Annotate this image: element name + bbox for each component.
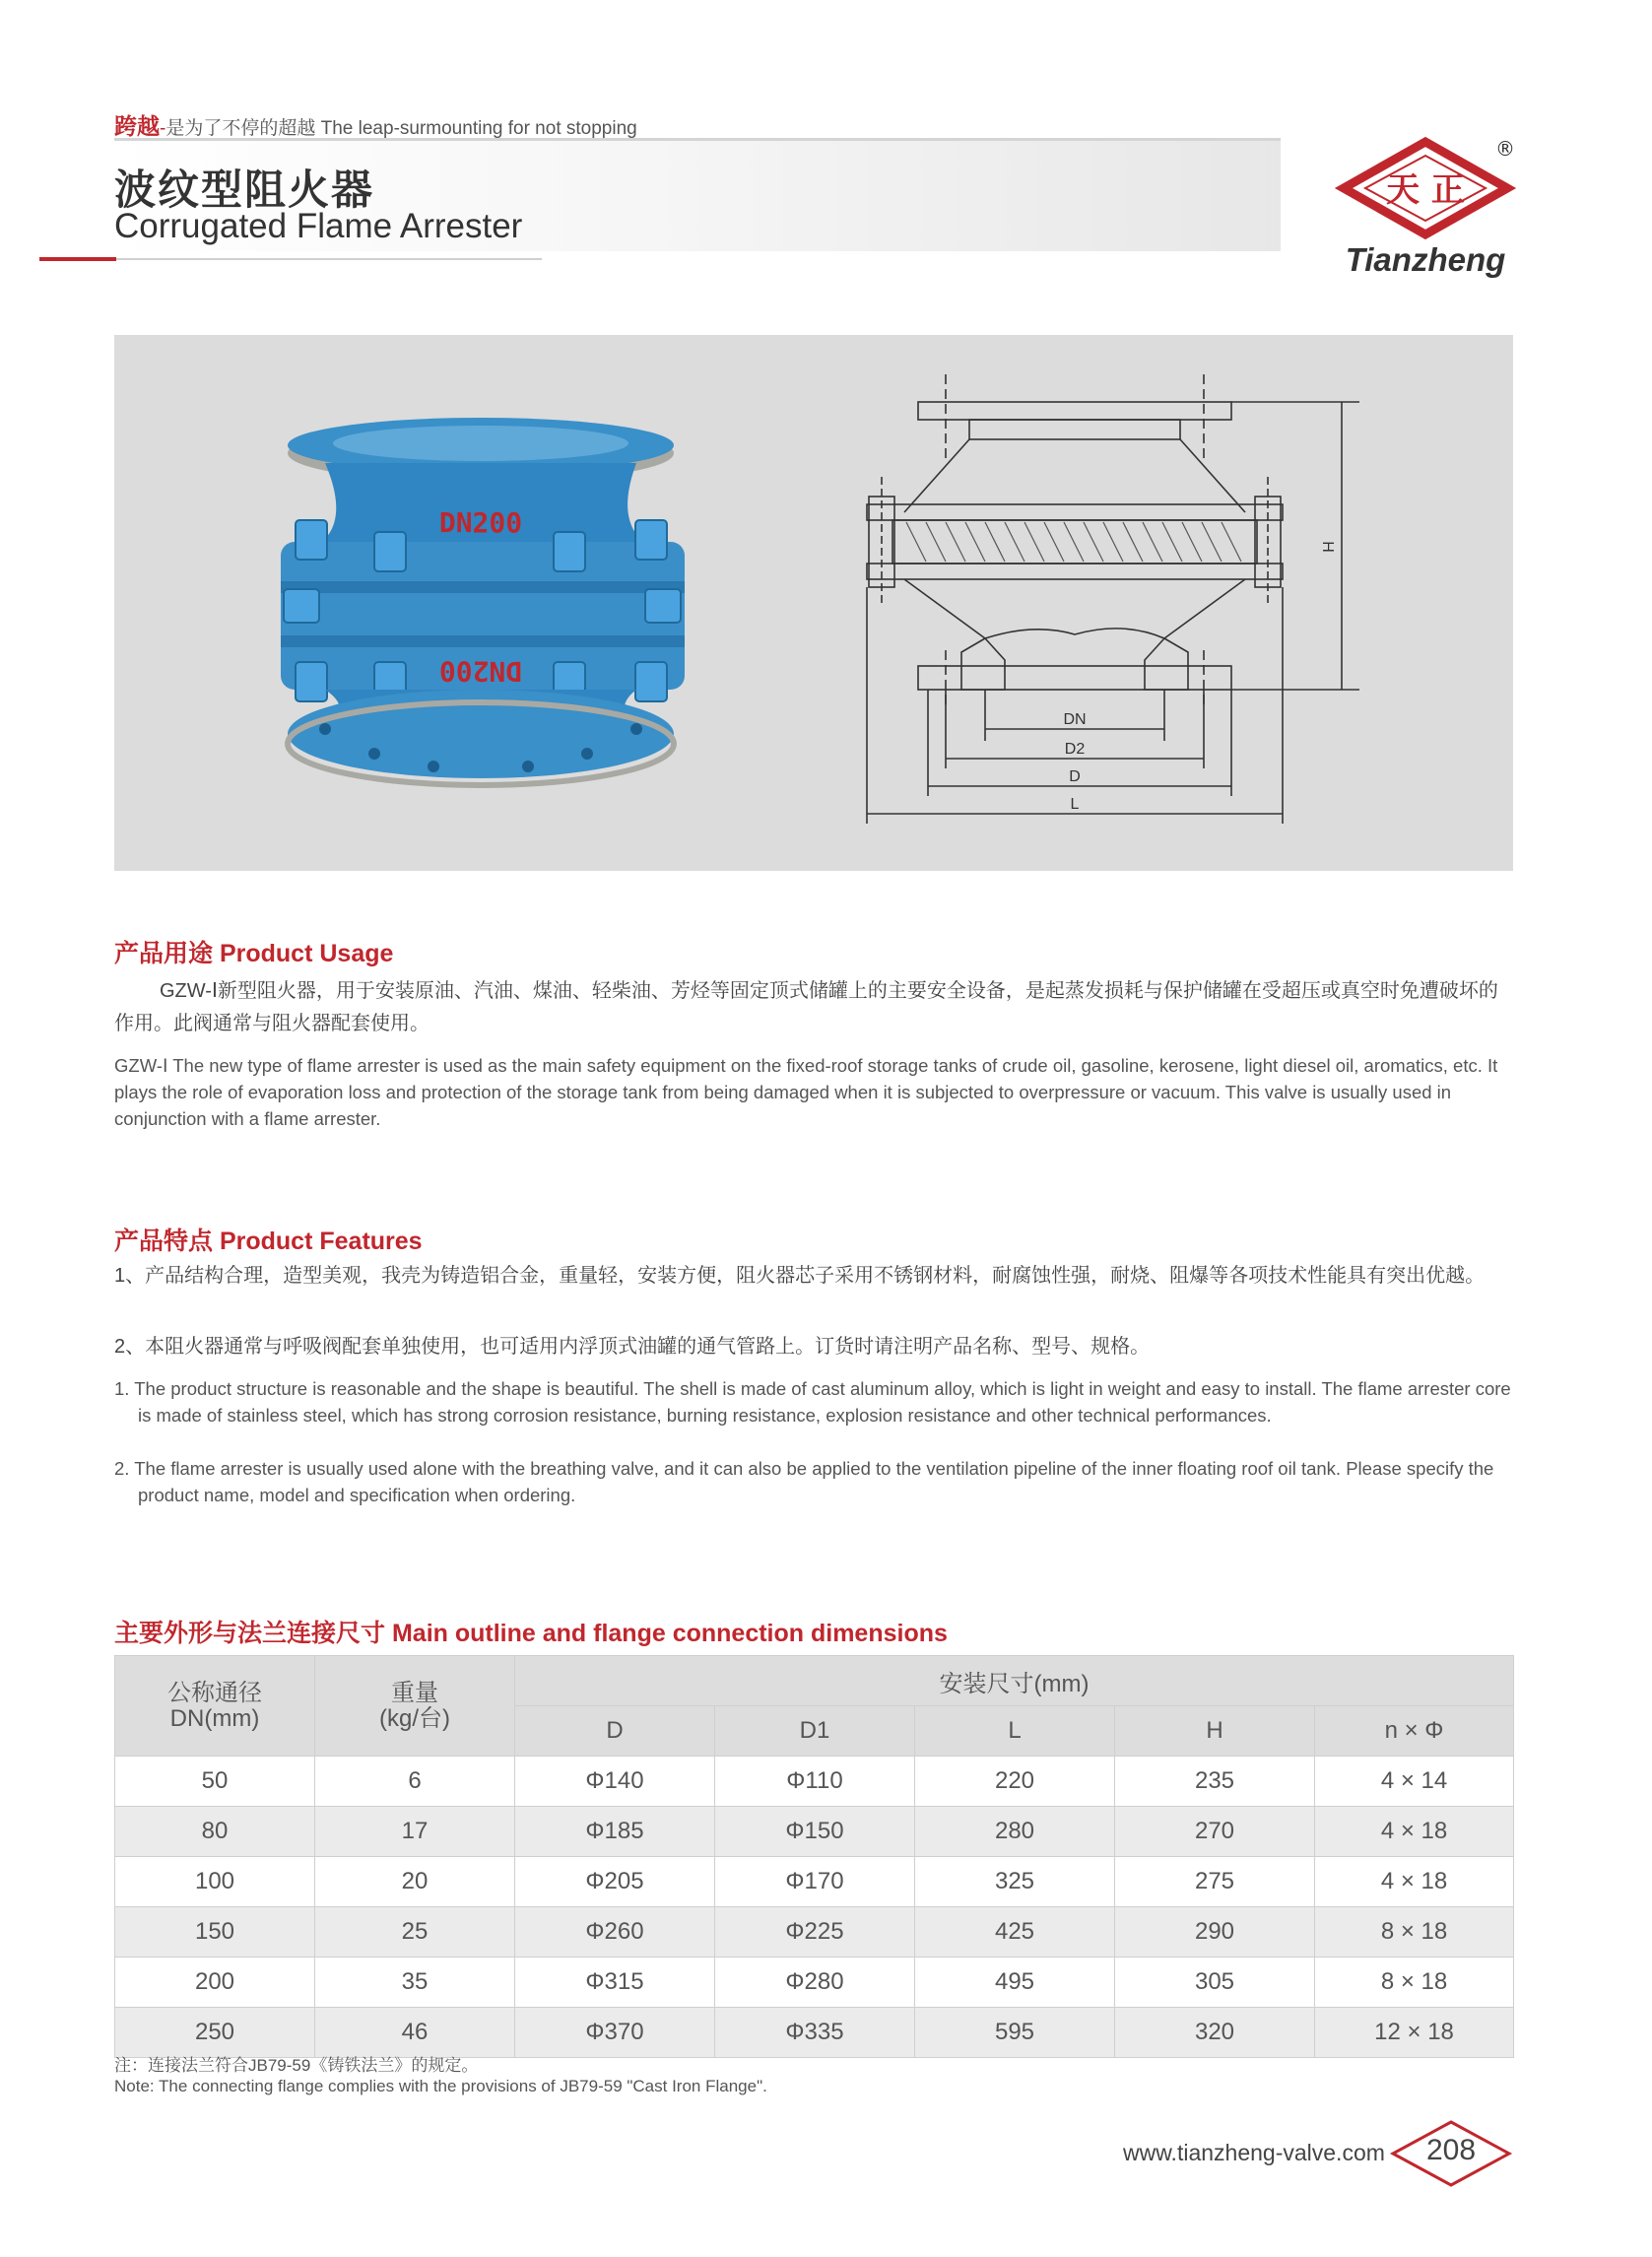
header-install-dims: 安装尺寸(mm) — [515, 1656, 1514, 1706]
table-cell: 275 — [1115, 1857, 1315, 1907]
table-cell: 50 — [115, 1757, 315, 1807]
table-cell: 150 — [115, 1907, 315, 1958]
header-slogan: 跨越-是为了不停的超越 The leap-surmounting for not stopping — [114, 113, 637, 139]
usage-text-en: GZW-Ⅰ The new type of flame arrester is used as the main safety equipment on the fixed-roof storage tanks of crude oil, gasoline, kerosene, light diesel oil, aromatics, etc. It plays the role of evaporation loss and protection of the storage tank from being damaged when it is subjected to overpressure or vacuum. This valve is usually used in conjunction with a flame arrester. — [114, 1055, 1498, 1129]
table-cell: 35 — [315, 1958, 515, 2008]
header-d1: D1 — [715, 1706, 915, 1757]
feature-item-zh: 1、产品结构合理，造型美观，我壳为铸造铝合金，重量轻，安装方便，阻火器芯子采用不锈钢材料，耐腐蚀性强，耐烧、阻爆等各项技术性能具有突出优越。 — [114, 1265, 1486, 1287]
table-cell: 80 — [115, 1807, 315, 1857]
table-cell: Φ205 — [515, 1857, 715, 1907]
table-cell: 425 — [915, 1907, 1115, 1958]
product-marking: DN200 — [438, 506, 523, 539]
table-cell: 46 — [315, 2008, 515, 2058]
header-h: H — [1115, 1706, 1315, 1757]
header-weight: 重量 (kg/台) — [315, 1656, 515, 1757]
table-cell: 200 — [115, 1958, 315, 2008]
page-number: 208 — [1425, 2134, 1477, 2166]
logo-name: Tianzheng — [1345, 241, 1506, 278]
table-cell: Φ225 — [715, 1907, 915, 1958]
table-row — [115, 1757, 1514, 1807]
usage-text-zh: GZW-Ⅰ新型阻火器，用于安装原油、汽油、煤油、轻柴油、芳烃等固定顶式储罐上的主要安全设备，是起蒸发损耗与保护储罐在受超压或真空时免遭破坏的作用。此阀通常与阻火器配套使用。 — [114, 980, 1498, 1034]
logo-chars: 天 正 — [1386, 170, 1465, 210]
table-cell: 6 — [315, 1757, 515, 1807]
product-photo — [266, 414, 699, 788]
table-cell: 25 — [315, 1907, 515, 1958]
slogan-zh: 是为了不停的超越 — [165, 118, 316, 139]
feature-item-zh: 2、本阻火器通常与呼吸阀配套单独使用，也可适用内浮顶式油罐的通气管路上。订货时请注明产品名称、型号、规格。 — [114, 1336, 1151, 1358]
table-cell: 235 — [1115, 1757, 1315, 1807]
table-cell: Φ315 — [515, 1958, 715, 2008]
dimensions-table — [114, 1655, 1514, 2058]
header-dn: 公称通径 DN(mm) — [115, 1656, 315, 1757]
table-cell: Φ335 — [715, 2008, 915, 2058]
table-cell: Φ170 — [715, 1857, 915, 1907]
page-title-zh: 波纹型阻火器 — [114, 166, 375, 214]
table-cell: 4 × 14 — [1315, 1757, 1514, 1807]
dimensions-section-title: 主要外形与法兰连接尺寸 Main outline and flange connection dimensions — [114, 1620, 948, 1647]
table-cell: 325 — [915, 1857, 1115, 1907]
registered-mark: ® — [1495, 137, 1515, 161]
table-row — [115, 1807, 1514, 1857]
table-cell: Φ140 — [515, 1757, 715, 1807]
page-title-en: Corrugated Flame Arrester — [114, 207, 523, 245]
table-cell: 495 — [915, 1958, 1115, 2008]
table-cell: 270 — [1115, 1807, 1315, 1857]
table-cell: Φ185 — [515, 1807, 715, 1857]
table-cell: 20 — [315, 1857, 515, 1907]
table-row — [115, 1907, 1514, 1958]
footer-url[interactable]: www.tianzheng-valve.com — [1123, 2140, 1385, 2165]
table-cell: Φ150 — [715, 1807, 915, 1857]
table-cell: 290 — [1115, 1907, 1315, 1958]
table-cell: Φ280 — [715, 1958, 915, 2008]
technical-drawing — [847, 374, 1359, 837]
label-l: L — [1070, 796, 1080, 813]
table-cell: 100 — [115, 1857, 315, 1907]
features-section-title: 产品特点 Product Features — [114, 1228, 423, 1255]
table-row — [115, 1958, 1514, 2008]
table-cell: 280 — [915, 1807, 1115, 1857]
slogan-brand: 跨越 — [114, 113, 160, 139]
table-cell: 8 × 18 — [1315, 1907, 1514, 1958]
title-underline-accent — [39, 257, 116, 261]
feature-item-en: 1. The product structure is reasonable and the shape is beautiful. The shell is made of cast aluminum alloy, which is light in weight and easy to install. The flame arrester core is made of stainless steel, which has strong corrosion resistance, burning resistance, explosion resistance and other technical performances. — [114, 1378, 1511, 1426]
header-d: D — [515, 1706, 715, 1757]
dimensions-table-body — [115, 1757, 1514, 2058]
label-dn: DN — [1063, 711, 1087, 728]
label-d: D — [1069, 768, 1081, 785]
table-cell: 595 — [915, 2008, 1115, 2058]
table-cell: 8 × 18 — [1315, 1958, 1514, 2008]
table-note-zh: 注：连接法兰符合JB79-59《铸铁法兰》的规定。 — [114, 2056, 479, 2075]
table-cell: Φ260 — [515, 1907, 715, 1958]
usage-section-title: 产品用途 Product Usage — [114, 940, 394, 967]
table-cell: 220 — [915, 1757, 1115, 1807]
table-cell: Φ370 — [515, 2008, 715, 2058]
feature-item-en: 2. The flame arrester is usually used alone with the breathing valve, and it can also be applied to the ventilation pipeline of the inner floating roof oil tank. Please specify the product name, model and specification when ordering. — [114, 1458, 1494, 1505]
label-d2: D2 — [1064, 741, 1086, 758]
table-row — [115, 2008, 1514, 2058]
table-cell: 12 × 18 — [1315, 2008, 1514, 2058]
table-cell: 4 × 18 — [1315, 1857, 1514, 1907]
table-cell: 305 — [1115, 1958, 1315, 2008]
table-cell: Φ110 — [715, 1757, 915, 1807]
header-n-phi: n × Φ — [1315, 1706, 1514, 1757]
table-row — [115, 1857, 1514, 1907]
table-note-en: Note: The connecting flange complies with the provisions of JB79-59 "Cast Iron Flange". — [114, 2077, 767, 2095]
slogan-en: The leap-surmounting for not stopping — [320, 118, 637, 139]
label-h: H — [1319, 541, 1336, 553]
product-marking-lower: DN200 — [438, 655, 523, 688]
table-cell: 17 — [315, 1807, 515, 1857]
table-cell: 250 — [115, 2008, 315, 2058]
header-l: L — [915, 1706, 1115, 1757]
table-cell: 320 — [1115, 2008, 1315, 2058]
table-cell: 4 × 18 — [1315, 1807, 1514, 1857]
